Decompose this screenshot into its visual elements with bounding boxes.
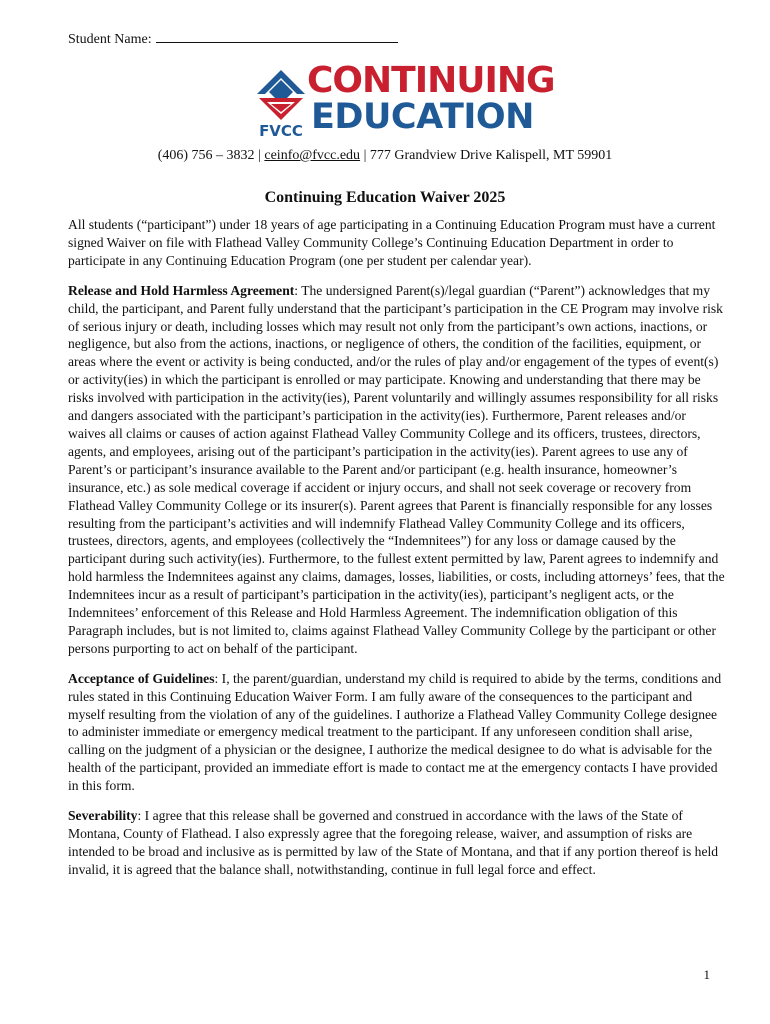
acceptance-guidelines-paragraph (68, 670, 725, 795)
section-heading: Severability (68, 808, 138, 824)
fvcc-continuing-education-logo (253, 62, 553, 142)
logo-word-education: EDUCATION (311, 97, 534, 137)
contact-line (0, 147, 770, 165)
contact-phone: (406) 756 – 3832 (157, 148, 255, 163)
student-name-label: Student Name: (68, 32, 152, 47)
section-text: : The undersigned Parent(s)/legal guardian (“Parent”) acknowledges that my child, the participant, and Parent fully understand that the participant’s participation in the CE Program may involve risk of serious injury or death, including losses which may result not only from the participant’s own actions, inactions, or negligence, but also from the actions, inactions, or negligence of others, the condition of the facilities, equipment, or areas where the event or activity is being conducted, and/or the rules of play and/or engagement of the types of event(s) or activity(ies) in which the participant is enrolled or may participate. Knowing and understanding that there may be risks involved with participation in the activity(ies), Parent voluntarily and willingly assumes responsibility for all risks and dangers associated with the participant’s participation in the activity(ies). Furthermore, Parent releases and/or waives all claims or causes of action against Flathead Valley Community College and its officers, trustees, directors, agents, and employees, arising out of the participant’s participation in the activity(ies). Parent agrees to use any of Parent’s or participant’s insurance available to the Parent and/or participant (e.g. health insurance, homeowner’s insurance, etc.) as sole medical coverage if accident or injury occurs, and shall not seek coverage or recovery from Flathead Valley Community College or its insurer(s). Parent agrees that Parent is financially responsible for any losses resulting from the participant’s activities and will indemnify Flathead Valley Community College and its officers, trustees, directors, agents, and employees (collectively the “Indemnitees”) for any loss or damage caused by the participant during such activity(ies). Furthermore, to the fullest extent permitted by law, Parent agrees to indemnify and hold harmless the Indemnitees against any claims, damages, losses, liabilities, or costs, including attorneys’ fees, that the Indemnitees incur as a result of participant’s participation in the activity(ies), participant’s negligent acts, or the Indemnitees’ enforcement of this Release and Hold Harmless Agreement. The indemnification obligation of this Paragraph includes, but is not limited to, claims against Flathead Valley Community College by the participant or other persons purporting to act on behalf of the participant. (68, 282, 725, 656)
contact-email-link[interactable]: ceinfo@fvcc.edu (264, 148, 361, 163)
fvcc-emblem-icon (253, 66, 309, 140)
contact-separator: | (363, 148, 367, 163)
document-title: Continuing Education Waiver 2025 (264, 189, 506, 206)
severability-paragraph (68, 807, 725, 879)
document-body (68, 216, 725, 891)
page-number: 1 (703, 967, 710, 982)
release-hold-harmless-paragraph (68, 282, 725, 658)
section-heading: Acceptance of Guidelines (68, 670, 215, 686)
logo-word-continuing: CONTINUING (307, 60, 555, 101)
section-text: : I, the parent/guardian, understand my child is required to abide by the terms, conditions and rules stated in this Continuing Education Waiver Form. I am fully aware of the consequences to the participant and myself resulting from the violation of any of the guidelines. I authorize a Flathead Valley Community College designee to administer immediate or emergency medical treatment to the participant. If any unforeseen condition shall arise, calling on the judgment of a physician or the designee, I authorize the medical designee to do what is advisable for the health of the participant, provided an immediate effort is made to contact me at the emergency contacts I have provided in this form. (68, 670, 722, 794)
student-name-field[interactable] (68, 30, 398, 49)
section-heading: Release and Hold Harmless Agreement (68, 282, 295, 298)
contact-separator: | (258, 148, 261, 163)
intro-paragraph: All students (“participant”) under 18 years of age participating in a Continuing Education Program must have a current signed Waiver on file with Flathead Valley Community College’s Continuing Education Department in order to participate in any Continuing Education Program (one per student per calendar year). (68, 217, 716, 268)
section-text: : I agree that this release shall be governed and construed in accordance with the laws of the State of Montana, County of Flathead. I also expressly agree that the foregoing release, waiver, and assumption of risks are intended to be broad and inclusive as is permitted by law of the State of Montana, and that if any portion thereof is held invalid, it is agreed that the balance shall, notwithstanding, continue in full legal force and effect. (68, 808, 719, 877)
emblem-fvcc-text: FVCC (259, 122, 303, 140)
student-name-blank[interactable] (156, 30, 398, 43)
contact-address: 777 Grandview Drive Kalispell, MT 59901 (369, 148, 613, 163)
